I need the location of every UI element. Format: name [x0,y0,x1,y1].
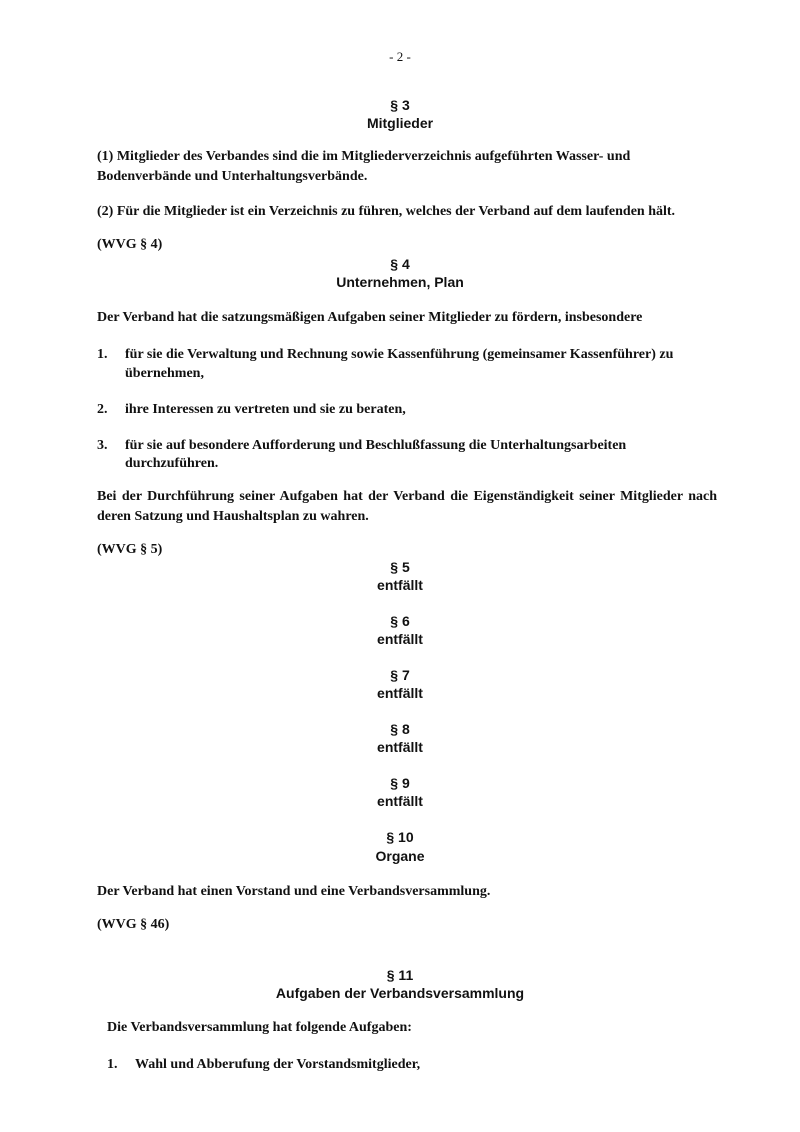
list-item-number: 3. [97,438,108,453]
section-4-title: Unternehmen, Plan [336,274,464,290]
section-4-number: § 4 [390,256,410,272]
section-3-number: § 3 [390,97,410,113]
list-item-text-cont: übernehmen, [125,366,204,381]
section-4-reference: (WVG § 5) [97,542,163,557]
list-item-text-cont: durchzuführen. [125,456,219,471]
section-6-number: § 6 [390,613,410,629]
list-item-number: 2. [97,402,108,417]
section-8-title: entfällt [377,739,423,755]
section-7-number: § 7 [390,667,410,683]
section-11-number: § 11 [386,967,414,983]
list-item-text: ihre Interessen zu vertreten und sie zu beraten, [125,402,406,417]
list-item-text: für sie die Verwaltung und Rechnung sowie Kassenführung (gemeinsamer Kassenführer) zu [125,347,674,362]
section-11-intro: Die Verbandsversammlung hat folgende Aufgaben: [107,1020,412,1035]
section-7-title: entfällt [377,685,423,701]
list-item-number: 1. [97,347,108,362]
section-8-number: § 8 [390,721,410,737]
section-4-intro: Der Verband hat die satzungsmäßigen Aufgaben seiner Mitglieder zu fördern, insbesondere [97,310,643,325]
list-item-text: Wahl und Abberufung der Vorstandsmitglieder, [135,1057,421,1072]
section-3-reference: (WVG § 4) [97,237,163,252]
section-3-paragraph-2: (2) Für die Mitglieder ist ein Verzeichnis zu führen, welches der Verband auf dem laufenden hält. [97,204,676,219]
section-10-title: Organe [375,848,425,864]
section-9-title: entfällt [377,793,423,809]
list-item-text: für sie auf besondere Aufforderung und Beschlußfassung die Unterhaltungsarbeiten [125,438,627,453]
section-10-text: Der Verband hat einen Vorstand und eine Verbandsversammlung. [97,884,491,899]
section-3-title: Mitglieder [366,115,434,131]
section-3-paragraph-1: (1) Mitglieder des Verbandes sind die im Mitgliederverzeichnis aufgeführten Wasser- und [97,149,631,164]
list-item-number: 1. [107,1057,118,1072]
section-6-title: entfällt [377,631,423,647]
section-11-title: Aufgaben der Verbandsversammlung [275,985,525,1001]
section-10-number: § 10 [386,829,414,845]
section-5-title: entfällt [377,577,423,593]
section-5-number: § 5 [390,559,410,575]
section-4-closing: Bei der Durchführung seiner Aufgaben hat der Verband die Eigenständigkeit seiner Mitglieder nach deren Satzung und Haushaltsplan zu wahren. [97,489,717,524]
section-9-number: § 9 [390,775,410,791]
section-3-paragraph-1-cont: Bodenverbände und Unterhaltungsverbände. [97,169,368,184]
section-10-reference: (WVG § 46) [97,917,170,932]
page-number: - 2 - [389,49,411,64]
